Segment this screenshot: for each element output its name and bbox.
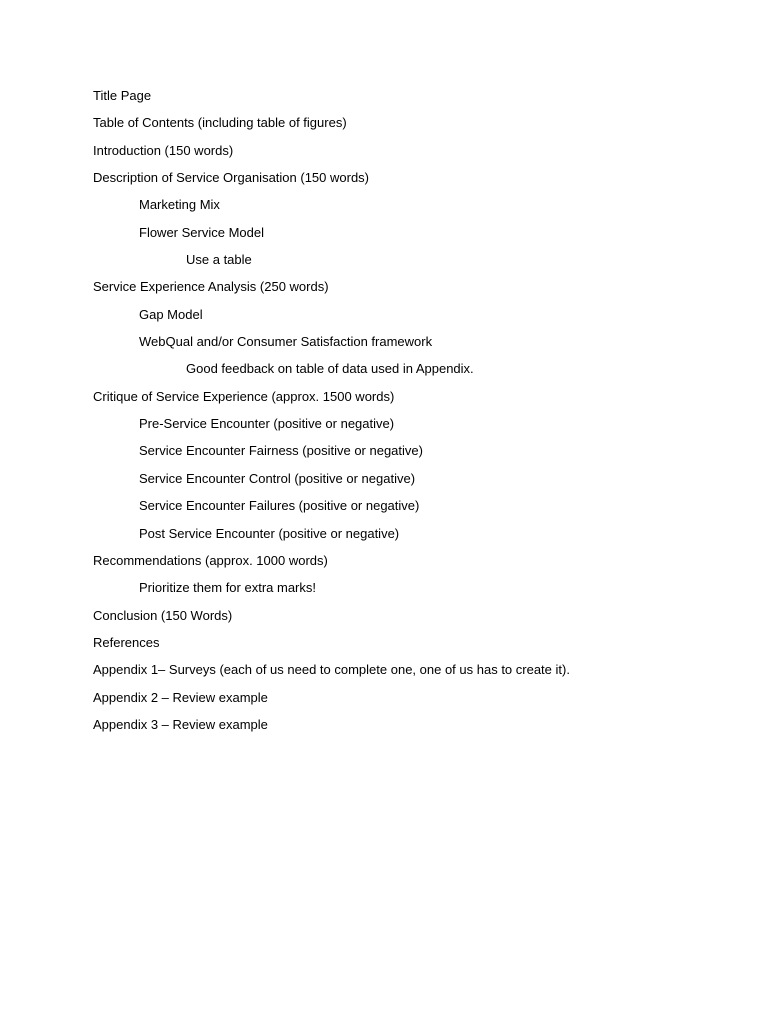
outline-item-encounter-control: Service Encounter Control (positive or negative) bbox=[139, 470, 416, 486]
outline-item-webqual: WebQual and/or Consumer Satisfaction framework bbox=[139, 334, 433, 350]
outline-item-pre-service-encounter: Pre-Service Encounter (positive or negative) bbox=[139, 416, 395, 432]
outline-item-encounter-failures: Service Encounter Failures (positive or negative) bbox=[139, 498, 420, 514]
outline-item-post-service-encounter: Post Service Encounter (positive or negative) bbox=[139, 525, 400, 541]
outline-item-critique: Critique of Service Experience (approx. 1500 words) bbox=[93, 388, 395, 404]
outline-item-table-of-contents: Table of Contents (including table of figures) bbox=[93, 115, 347, 131]
outline-item-good-feedback: Good feedback on table of data used in Appendix. bbox=[186, 361, 474, 377]
outline-item-description: Description of Service Organisation (150 words) bbox=[93, 170, 370, 186]
outline-item-appendix-3: Appendix 3 – Review example bbox=[93, 716, 268, 732]
outline-item-use-a-table: Use a table bbox=[186, 252, 252, 268]
outline-list bbox=[93, 87, 733, 743]
outline-item-appendix-1: Appendix 1– Surveys (each of us need to complete one, one of us has to create it). bbox=[93, 662, 570, 678]
outline-item-prioritize: Prioritize them for extra marks! bbox=[139, 580, 316, 596]
outline-item-introduction: Introduction (150 words) bbox=[93, 142, 234, 158]
outline-item-gap-model: Gap Model bbox=[139, 306, 203, 322]
outline-item-conclusion: Conclusion (150 Words) bbox=[93, 607, 233, 623]
outline-item-references: References bbox=[93, 634, 160, 650]
outline-item-recommendations: Recommendations (approx. 1000 words) bbox=[93, 552, 328, 568]
outline-item-service-experience-analysis: Service Experience Analysis (250 words) bbox=[93, 279, 329, 295]
outline-item-appendix-2: Appendix 2 – Review example bbox=[93, 689, 268, 705]
outline-item-title-page: Title Page bbox=[93, 88, 152, 103]
outline-item-encounter-fairness: Service Encounter Fairness (positive or negative) bbox=[139, 443, 423, 459]
outline-item-marketing-mix: Marketing Mix bbox=[139, 197, 220, 213]
outline-item-flower-service-model: Flower Service Model bbox=[139, 224, 264, 240]
